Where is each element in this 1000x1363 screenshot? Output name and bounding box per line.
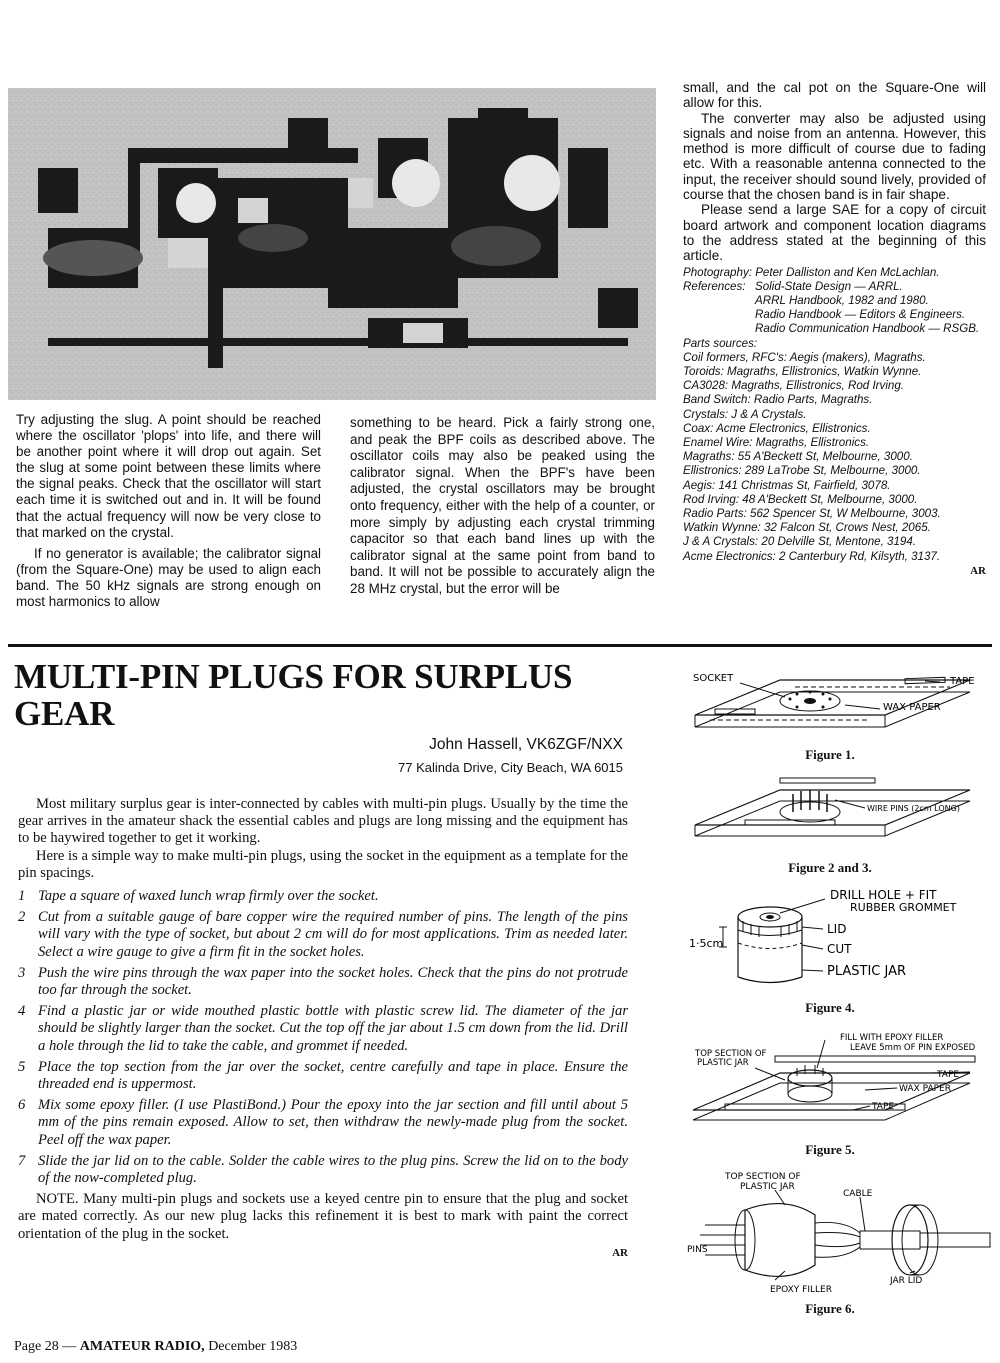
wire-pins-label: WIRE PINS (2cm LONG) (867, 804, 960, 813)
parts-source-item: Ellistronics: 289 LaTrobe St, Melbourne, 3000. (683, 464, 921, 478)
parts-source-item: Acme Electronics: 2 Canterbury Rd, Kilsyth, 3137. (683, 549, 941, 563)
parts-source-item: Radio Parts: 562 Spencer St, W Melbourne, 3003. (683, 507, 941, 521)
figure-4-caption: Figure 4. (805, 1000, 855, 1015)
figure-2-3-diagram (685, 770, 995, 850)
parts-source-item: Toroids: Magraths, Ellistronics, Watkin Wynne. (683, 364, 922, 378)
step-text: Tape a square of waxed lunch wrap firmly over the socket. (38, 888, 379, 905)
step-text: Slide the jar lid on to the cable. Solder the cable wires to the plug pins. Screw the lid on to the body of the now-completed plug. (38, 1152, 628, 1187)
step-item (18, 888, 628, 905)
article-title: MULTI-PIN PLUGS FOR SURPLUS GEAR (14, 657, 573, 733)
page-footer (14, 1339, 297, 1355)
step-item (18, 965, 628, 999)
step-item (18, 909, 628, 961)
plastic-jar-label: PLASTIC JAR (827, 964, 907, 979)
step-text: Find a plastic jar or wide mouthed plastic bottle with plastic screw lid. The diameter of the jar should be slightly larger than the socket. Cut the top off the jar about 1.5 cm down from the lid. Drill a hole through the lid to take the cable, and grommet if needed. (38, 1003, 628, 1054)
step-item (18, 1003, 628, 1055)
step-text: Push the wire pins through the wax paper into the socket holes. Check that the pins do not protrude too far through the socket. (38, 964, 628, 999)
paragraph: something to be heard. Pick a fairly strong one, and peak the BPF coils as described above. The oscillator coils may also be peaked using the calibrator signal. When the BPF's have been adjusted, the crystal oscillators may be brought onto frequency, either with the help of a counter, or more simply by adjusting each crystal trimming capacitor so that each band lines up with the calibrator signal at the same point from band to band. It will not be possible to accurately align the 28 MHz crystal, but the error will be (350, 415, 655, 596)
parts-source-item: Magraths: 55 A'Beckett St, Melbourne, 3000. (683, 450, 913, 464)
wax-paper-label: WAX PAPER (899, 1084, 951, 1094)
page-number: Page 28 — (14, 1339, 80, 1354)
reference-item: Radio Handbook — Editors & Engineers. (755, 308, 966, 322)
parts-source-item: Band Switch: Radio Parts, Magraths. (683, 393, 873, 407)
step-text: Cut from a suitable gauge of bare copper wire the required number of pins. The length of the pins will vary with the type of socket, but about 2 cm will do for most applications. Trim as needed later. Select a wire gauge to give a firm fit in the socket holes. (38, 909, 628, 960)
paragraph: Please send a large SAE for a copy of circuit board artwork and component location diagrams to the address stated at the beginning of this article. (683, 202, 986, 264)
step-number: 2 (18, 909, 26, 926)
epoxy-filler-label: EPOXY FILLER (770, 1285, 832, 1295)
lid-label: LID (827, 922, 847, 936)
parts-source-item: Enamel Wire: Magraths, Ellistronics. (683, 436, 870, 449)
section-divider (8, 644, 992, 647)
cut-label: CUT (827, 942, 852, 956)
figure-6-caption: Figure 6. (805, 1301, 855, 1316)
reference-item: Solid-State Design — ARRL. (755, 279, 903, 293)
figure-2-3-caption: Figure 2 and 3. (788, 860, 872, 875)
article-author: John Hassell, VK6ZGF/NXX (429, 736, 623, 753)
step-number: 4 (18, 1003, 26, 1020)
figure-1-caption: Figure 1. (805, 747, 855, 762)
step-text: Place the top section from the jar over the socket, centre carefully and tape in place. Ensure the threaded end is uppermost. (38, 1058, 628, 1093)
article-column-2 (350, 415, 655, 598)
parts-source-item: CA3028: Magraths, Ellistronics, Rod Irving. (683, 379, 905, 393)
author-address: 77 Kalinda Drive, City Beach, WA 6015 (398, 760, 623, 775)
step-item (18, 1153, 628, 1187)
drill-hole-label: DRILL HOLE + FIT (830, 888, 937, 902)
paragraph: Try adjusting the slug. A point should be reached where the oscillator 'plops' into life, and there will be another point where it will drop out again. Set the slug at some point between these limits where the signal peaks. Check that the oscillator will start each time it is switched out and in. It will be found that the actual frequency will now be very close to that marked on the crystal. (16, 412, 321, 540)
parts-source-item: J & A Crystals: 20 Delville St, Mentone, 3194. (683, 535, 917, 549)
step-number: 3 (18, 964, 26, 981)
parts-sources-title: Parts sources: (683, 336, 758, 350)
end-mark: AR (970, 564, 986, 577)
dimension-label: 1·5cm (689, 937, 724, 950)
step-item (18, 1059, 628, 1093)
socket-label: SOCKET (693, 673, 734, 684)
end-mark: AR (612, 1246, 628, 1259)
reference-item: Radio Communication Handbook — RSGB. (755, 322, 980, 336)
parts-source-item: Coax: Acme Electronics, Ellistronics. (683, 421, 871, 435)
paragraph: small, and the cal pot on the Square-One will allow for this. (683, 80, 986, 111)
leave-pin-label: LEAVE 5mm OF PIN EXPOSED (850, 1043, 976, 1053)
paragraph: Here is a simple way to make multi-pin plugs, using the socket in the equipment as a template for the pin spacings. (18, 847, 628, 881)
parts-source-item: Aegis: 141 Christmas St, Fairfield, 3078. (683, 478, 891, 492)
top-section-label: TOP SECTION OF (725, 1172, 801, 1182)
grommet-label: RUBBER GROMMET (850, 901, 957, 914)
paragraph: If no generator is available; the calibrator signal (from the Square-One) may be used to align each band. The 50 kHz signals are strong enough on most harmonics to allow (16, 545, 321, 610)
tape-label: TAPE (872, 1102, 895, 1112)
circuit-board-photo (8, 88, 656, 400)
parts-source-item: Rod Irving: 48 A'Beckett St, Melbourne, 3000. (683, 492, 918, 506)
photography-credit: Photography: Peter Dalliston and Ken McLachlan. (683, 265, 940, 279)
plastic-jar-label: PLASTIC JAR (697, 1058, 749, 1068)
article-column-1 (16, 412, 321, 610)
references-label: References: (683, 279, 746, 293)
parts-sources (683, 337, 986, 564)
cable-label: CABLE (843, 1189, 873, 1199)
step-number: 7 (18, 1152, 26, 1169)
article-body (18, 796, 628, 1262)
note-paragraph: NOTE. Many multi-pin plugs and sockets use a keyed centre pin to ensure that the plug and socket are mated correctly. As our new plug lacks this refinement it is best to mark with paint the correct orientation of the plug in the socket. (18, 1191, 628, 1242)
fill-epoxy-label: FILL WITH EPOXY FILLER (840, 1033, 944, 1043)
step-item (18, 1097, 628, 1149)
step-number: 6 (18, 1097, 26, 1114)
parts-source-item: Coil formers, RFC's: Aegis (makers), Magraths. (683, 350, 926, 364)
parts-source-item: Watkin Wynne: 32 Falcon St, Crows Nest, 2065. (683, 521, 931, 535)
figure-5-diagram (685, 1028, 995, 1133)
tape-label: TAPE (950, 676, 975, 687)
plastic-jar-label: PLASTIC JAR (740, 1182, 795, 1192)
step-text: Mix some epoxy filler. (I use PlastiBond.) Pour the epoxy into the jar section and fill until about 5 mm of the pins remain exposed. Allow to set, then withdraw the newly-made plug from the socket. Peel off the wax paper. (38, 1097, 628, 1148)
article-column-3 (683, 80, 986, 579)
magazine-name: AMATEUR RADIO, (79, 1339, 205, 1354)
parts-source-item: Crystals: J & A Crystals. (683, 407, 807, 421)
paragraph: Most military surplus gear is inter-connected by cables with multi-pin plugs. Usually by the time the gear arrives in the amateur shack the essential cables and plugs are long missing and the equipment has to be haywired together to get it working. (18, 796, 628, 847)
tape-label: TAPE (937, 1070, 960, 1080)
issue-date: December 1983 (204, 1339, 298, 1354)
paragraph: The converter may also be adjusted using signals and noise from an antenna. However, this method is more difficult of course due to fading etc. With a reasonable antenna connected to the input, the receiver should sound lively, provided of course that the chosen band is in fair shape. (683, 110, 986, 203)
step-number: 1 (18, 888, 26, 905)
wax-paper-label: WAX PAPER (883, 702, 941, 713)
figure-4-diagram (685, 885, 995, 995)
pins-label: PINS (687, 1245, 708, 1255)
references (683, 280, 986, 337)
step-number: 5 (18, 1058, 26, 1075)
top-section-label: TOP SECTION OF (695, 1049, 767, 1059)
figure-6-diagram (685, 1165, 995, 1300)
jar-lid-label: JAR LID (890, 1276, 923, 1286)
reference-item: ARRL Handbook, 1982 and 1980. (755, 293, 929, 307)
figure-5-caption: Figure 5. (805, 1142, 855, 1157)
